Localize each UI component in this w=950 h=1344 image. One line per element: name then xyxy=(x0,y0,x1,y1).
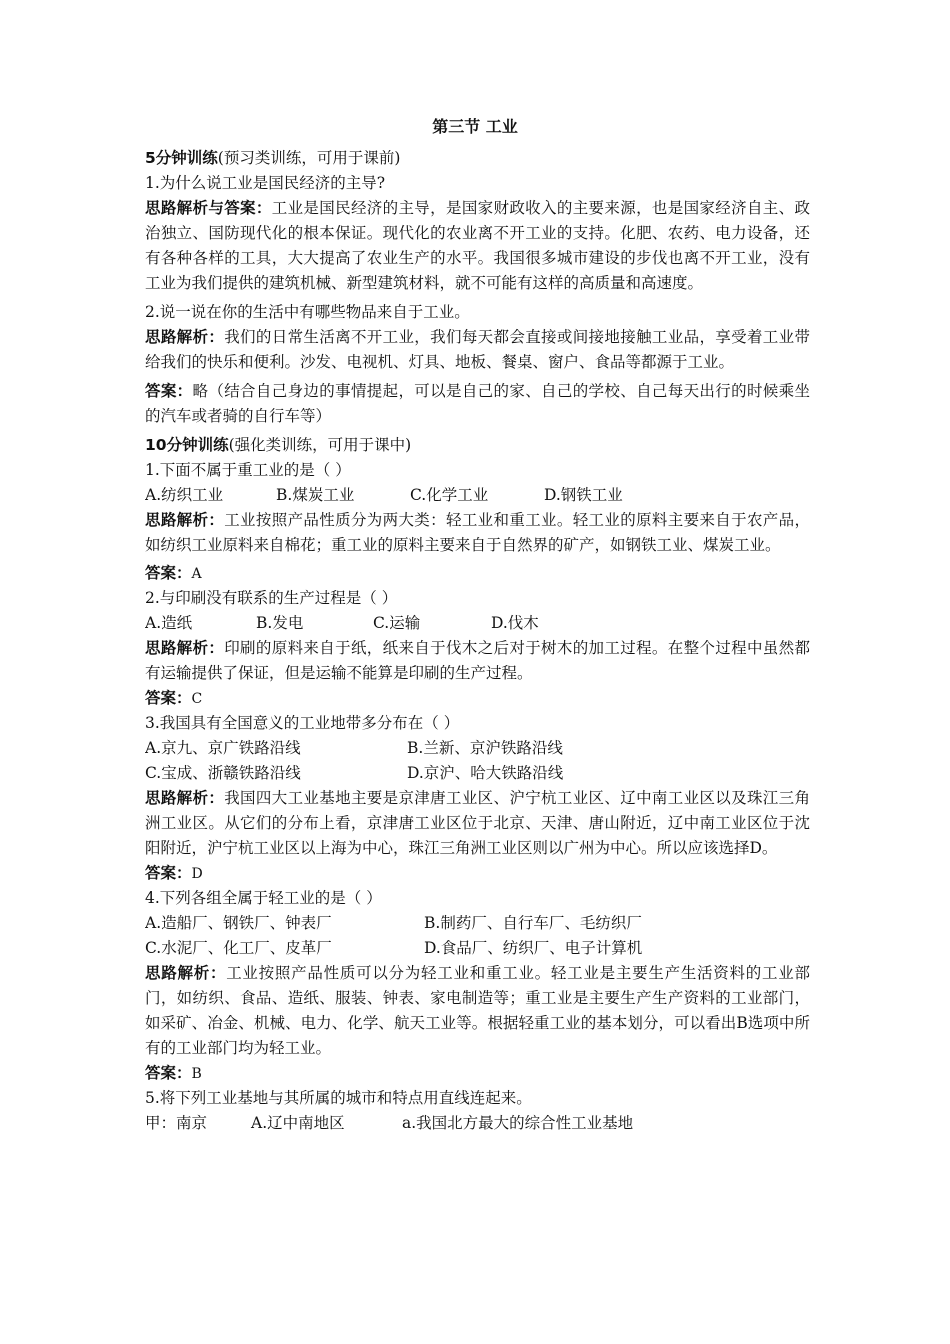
option-a: A.造纸 xyxy=(145,614,193,632)
matching-row-1 xyxy=(145,1111,810,1136)
analysis-label: 思路解析： xyxy=(145,328,225,346)
option-b: B.制药厂、自行车厂、毛纺织厂 xyxy=(424,914,642,932)
feature-item: a.我国北方最大的综合性工业基地 xyxy=(402,1114,634,1132)
question-2-analysis xyxy=(145,325,810,375)
mc-question-2-text: 2.与印刷没有联系的生产过程是（ ） xyxy=(145,589,398,607)
mc-question-1-text: 1.下面不属于重工业的是（ ） xyxy=(145,461,351,479)
mc-question-4-analysis xyxy=(145,961,810,1061)
analysis-text: 工业按照产品性质可以分为轻工业和重工业。轻工业是主要生产生活资料的工业部门，如纺织、食品、造纸、服装、钟表、家电制造等；重工业是主要生产生产资料的工业部门，如采矿、冶金、机械、电力、化学、航天工业等。根据轻重工业的基本划分，可以看出B选项中所有的工业部门均为轻工业。 xyxy=(145,964,810,1057)
answer-text: A xyxy=(191,566,202,582)
mc-question-2-answer xyxy=(145,686,810,711)
mc-question-4-options-row-1 xyxy=(145,911,810,936)
document-body xyxy=(145,146,810,1136)
analysis-label: 思路解析： xyxy=(145,964,227,982)
answer-label: 答案： xyxy=(145,382,193,400)
option-b: B.发电 xyxy=(256,614,304,632)
answer-label: 答案： xyxy=(145,689,192,707)
option-c: C.化学工业 xyxy=(410,486,489,504)
mc-question-4-text: 4.下列各组全属于轻工业的是（ ） xyxy=(145,889,382,907)
mc-question-1-options xyxy=(145,483,810,508)
analysis-label: 思路解析： xyxy=(145,639,225,657)
question-2-text: 2.说一说在你的生活中有哪些物品来自于工业。 xyxy=(145,303,470,321)
city-item: 甲：南京 xyxy=(145,1114,208,1132)
option-a: A.京九、京广铁路沿线 xyxy=(145,739,301,757)
mc-question-3-options-row-2 xyxy=(145,761,810,786)
mc-question-4-answer xyxy=(145,1061,810,1086)
analysis-text: 工业按照产品性质分为两大类：轻工业和重工业。轻工业的原料主要来自于农产品，如纺织工业原料来自棉花；重工业的原料主要来自于自然界的矿产，如钢铁工业、煤炭工业。 xyxy=(145,511,810,554)
mc-question-1-answer xyxy=(145,561,810,586)
analysis-text: 工业是国民经济的主导，是国家财政收入的主要来源，也是国家经济自主、政治独立、国防现代化的根本保证。现代化的农业离不开工业的支持。化肥、农药、电力设备，还有各种各样的工具，大大提高了农业生产的水平。我国很多城市建设的步伐也离不开工业，没有工业为我们提供的建筑机械、新型建筑材料，就不可能有这样的高质量和高速度。 xyxy=(145,199,810,292)
mc-question-4-options-row-2 xyxy=(145,936,810,961)
mc-question-1-analysis xyxy=(145,508,810,558)
mc-question-2-options xyxy=(145,611,810,636)
section-heading-5min xyxy=(145,146,810,171)
section-label: 10分钟训练 xyxy=(145,436,229,454)
option-a: A.造船厂、钢铁厂、钟表厂 xyxy=(145,914,332,932)
answer-label: 答案： xyxy=(145,564,192,582)
option-d: D.伐木 xyxy=(491,614,539,632)
section-label: 5分钟训练 xyxy=(145,149,218,167)
question-2-answer xyxy=(145,379,810,429)
analysis-text: 印刷的原料来自于纸，纸来自于伐木之后对于树木的加工过程。在整个过程中虽然都有运输提供了保证，但是运输不能算是印刷的生产过程。 xyxy=(145,639,810,682)
answer-label: 答案： xyxy=(145,864,192,882)
section-note: (预习类训练，可用于课前) xyxy=(217,149,401,167)
analysis-label: 思路解析： xyxy=(145,789,225,807)
page-title: 第三节 工业 xyxy=(432,117,518,136)
option-b: B.兰新、京沪铁路沿线 xyxy=(407,739,563,757)
mc-question-3-answer xyxy=(145,861,810,886)
answer-text: 略（结合自己身边的事情提起，可以是自己的家、自己的学校、自己每天出行的时候乘坐的汽车或者骑的自行车等） xyxy=(145,382,810,425)
analysis-answer-label: 思路解析与答案： xyxy=(145,199,272,217)
region-item: A.辽中南地区 xyxy=(251,1114,345,1132)
option-c: C.水泥厂、化工厂、皮革厂 xyxy=(145,939,332,957)
mc-question-3-options-row-1 xyxy=(145,736,810,761)
answer-text: B xyxy=(191,1066,202,1082)
answer-label: 答案： xyxy=(145,1064,192,1082)
option-c: C.运输 xyxy=(373,614,421,632)
analysis-text: 我们的日常生活离不开工业，我们每天都会直接或间接地接触工业品，享受着工业带给我们的快乐和便利。沙发、电视机、灯具、地板、餐桌、窗户、食品等都源于工业。 xyxy=(145,328,810,371)
option-d: D.京沪、哈大铁路沿线 xyxy=(407,764,564,782)
option-b: B.煤炭工业 xyxy=(276,486,355,504)
answer-text: D xyxy=(191,866,203,882)
analysis-label: 思路解析： xyxy=(145,511,225,529)
option-a: A.纺织工业 xyxy=(145,486,224,504)
mc-question-3-text: 3.我国具有全国意义的工业地带多分布在（ ） xyxy=(145,714,460,732)
mc-question-2-analysis xyxy=(145,636,810,686)
mc-question-3-analysis xyxy=(145,786,810,861)
section-note: (强化类训练，可用于课中) xyxy=(228,436,412,454)
question-1-analysis xyxy=(145,196,810,296)
section-heading-10min xyxy=(145,433,810,458)
option-d: D.食品厂、纺织厂、电子计算机 xyxy=(424,939,643,957)
answer-text: C xyxy=(191,691,203,707)
matching-question-5-text: 5.将下列工业基地与其所属的城市和特点用直线连起来。 xyxy=(145,1089,532,1107)
question-1-text: 1.为什么说工业是国民经济的主导? xyxy=(145,174,386,192)
option-d: D.钢铁工业 xyxy=(544,486,623,504)
analysis-text: 我国四大工业基地主要是京津唐工业区、沪宁杭工业区、辽中南工业区以及珠江三角洲工业区。从它们的分布上看，京津唐工业区位于北京、天津、唐山附近，辽中南工业区位于沈阳附近，沪宁杭工业区以上海为中心，珠江三角洲工业区则以广州为中心。所以应该选择D。 xyxy=(145,789,810,857)
option-c: C.宝成、浙赣铁路沿线 xyxy=(145,764,301,782)
